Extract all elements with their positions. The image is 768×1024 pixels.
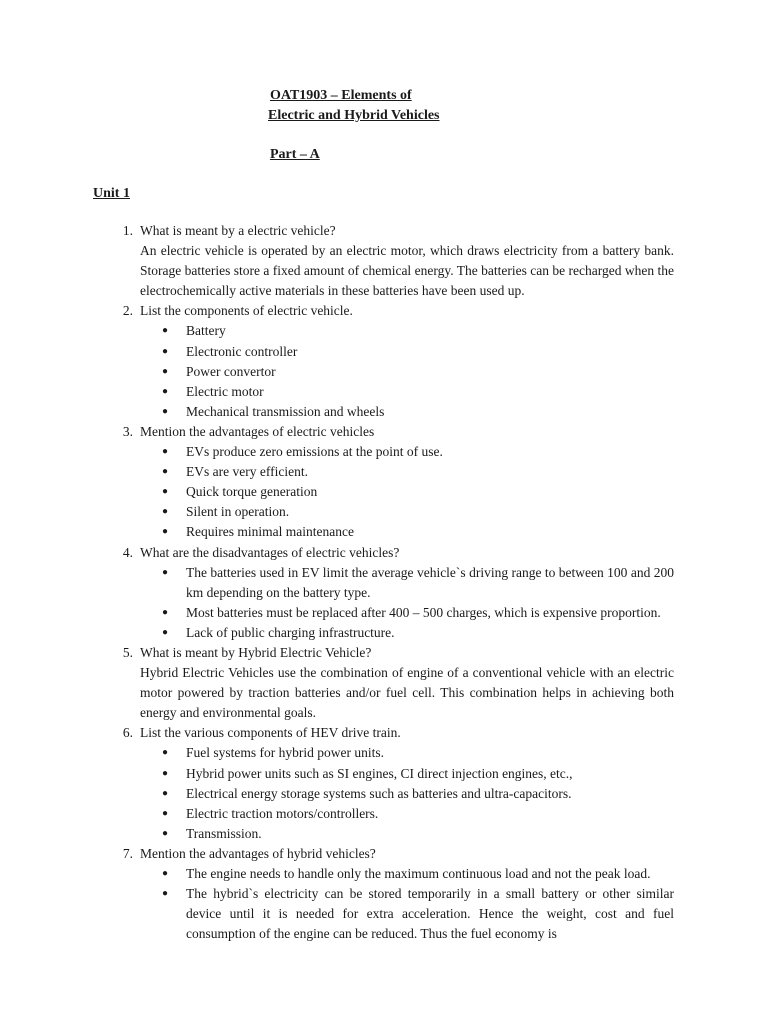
bullet-icon: ● xyxy=(162,365,169,377)
bullet-text: Hybrid power units such as SI engines, CI direct injection engines, etc., xyxy=(186,765,573,781)
bullet-text: EVs produce zero emissions at the point of use. xyxy=(186,444,443,460)
question-number: 1. xyxy=(122,223,133,238)
bullet-text: Most batteries must be replaced after 400 – 500 charges, which is expensive proportion. xyxy=(186,604,661,620)
bullet-icon: ● xyxy=(162,486,169,498)
bullet-item xyxy=(140,402,674,422)
bullet-icon: ● xyxy=(162,566,169,578)
bullet-item xyxy=(140,462,674,482)
answer-text: An electric vehicle is operated by an electric motor, which draws electricity from a battery bank. Storage batteries store a fixed amount of chemical energy. The batteries can be recharged when the electrochemically active materials in these batteries have been used up. xyxy=(140,243,674,299)
bullet-text: Mechanical transmission and wheels xyxy=(186,403,385,419)
part-heading: Part – A xyxy=(270,147,320,162)
question-item xyxy=(113,543,674,643)
bullet-item xyxy=(140,784,674,804)
bullet-item xyxy=(140,502,674,522)
bullet-text: Silent in operation. xyxy=(186,504,290,520)
question-number: 5. xyxy=(122,644,133,660)
bullet-icon: ● xyxy=(162,526,169,538)
bullet-item xyxy=(140,743,674,763)
bullet-text: The engine needs to handle only the maximum continuous load and not the peak load. xyxy=(186,866,651,881)
question-text: What is meant by Hybrid Electric Vehicle? xyxy=(140,644,372,660)
question-number: 3. xyxy=(122,423,133,439)
bullet-text: Power convertor xyxy=(186,363,276,379)
bullet-list xyxy=(140,442,674,542)
question-text: What are the disadvantages of electric vehicles? xyxy=(140,544,400,560)
bullet-icon: ● xyxy=(162,868,169,879)
bullet-text: Electronic controller xyxy=(186,343,298,359)
answer-text: Hybrid Electric Vehicles use the combination of engine of a conventional vehicle with an electric motor powered by traction batteries and/or fuel cell. This combination helps in achieving both energy and environmental goals. xyxy=(140,665,674,721)
question-number: 2. xyxy=(122,303,133,319)
question-text: Mention the advantages of hybrid vehicles? xyxy=(140,845,376,861)
bullet-text: The hybrid`s electricity can be stored temporarily in a small battery or other similar device until it is needed for extra acceleration. Hence the weight, cost and fuel consumption of the engine can be reduced. Thus the fuel economy is xyxy=(186,886,674,942)
bullet-item xyxy=(140,342,674,362)
bullet-text: Electric motor xyxy=(186,383,264,399)
bullet-item xyxy=(140,563,674,603)
bullet-icon: ● xyxy=(162,888,169,900)
bullet-text: EVs are very efficient. xyxy=(186,464,308,480)
title-line-1: OAT1903 – Elements of xyxy=(270,88,412,103)
bullet-item xyxy=(140,764,674,784)
bullet-item xyxy=(140,603,674,623)
bullet-icon: ● xyxy=(162,827,169,839)
bullet-icon: ● xyxy=(162,345,169,357)
bullet-icon: ● xyxy=(162,747,169,759)
question-text: List the various components of HEV drive train. xyxy=(140,725,401,741)
question-text: Mention the advantages of electric vehicles xyxy=(140,423,375,439)
bullet-list xyxy=(140,743,674,843)
bullet-icon: ● xyxy=(162,787,169,799)
bullet-icon: ● xyxy=(162,325,169,337)
bullet-icon: ● xyxy=(162,385,169,397)
question-number: 6. xyxy=(122,725,133,741)
bullet-item xyxy=(140,442,674,462)
bullet-item xyxy=(140,382,674,402)
bullet-item xyxy=(140,824,674,844)
bullet-text: Electric traction motors/controllers. xyxy=(186,805,379,821)
bullet-icon: ● xyxy=(162,626,169,638)
bullet-list xyxy=(140,321,674,421)
question-text: List the components of electric vehicle. xyxy=(140,303,353,319)
bullet-icon: ● xyxy=(162,606,169,618)
unit-heading: Unit 1 xyxy=(93,186,130,201)
question-item xyxy=(113,723,674,844)
question-item xyxy=(113,643,674,723)
bullet-item xyxy=(140,623,674,643)
bullet-icon: ● xyxy=(162,767,169,779)
question-item xyxy=(113,422,674,543)
bullet-text: Requires minimal maintenance xyxy=(186,524,354,540)
bullet-item xyxy=(140,884,674,944)
bullet-text: Fuel systems for hybrid power units. xyxy=(186,745,384,761)
bullet-item xyxy=(140,321,674,341)
bullet-item xyxy=(140,482,674,502)
bullet-text: Quick torque generation xyxy=(186,484,318,500)
bullet-text: Lack of public charging infrastructure. xyxy=(186,624,395,640)
bullet-text: Transmission. xyxy=(186,825,262,841)
bullet-icon: ● xyxy=(162,506,169,518)
bullet-item xyxy=(140,362,674,382)
bullet-text: The batteries used in EV limit the average vehicle`s driving range to between 100 and 200 km depending on the battery type. xyxy=(186,564,674,600)
title-line-2: Electric and Hybrid Vehicles xyxy=(268,108,440,123)
bullet-list xyxy=(140,563,674,643)
bullet-icon: ● xyxy=(162,807,169,819)
bullet-icon: ● xyxy=(162,446,169,458)
question-item xyxy=(113,844,674,944)
question-item xyxy=(113,221,674,301)
question-number: 7. xyxy=(122,845,133,861)
bullet-text: Electrical energy storage systems such as batteries and ultra-capacitors. xyxy=(186,785,572,801)
bullet-item xyxy=(140,864,674,884)
bullet-item xyxy=(140,522,674,542)
bullet-icon: ● xyxy=(162,466,169,478)
bullet-item xyxy=(140,804,674,824)
bullet-list xyxy=(140,864,674,944)
question-item xyxy=(113,301,674,422)
bullet-icon: ● xyxy=(162,405,169,417)
question-number: 4. xyxy=(122,544,133,560)
question-text: What is meant by a electric vehicle? xyxy=(140,223,336,238)
question-list xyxy=(113,221,674,944)
bullet-text: Battery xyxy=(186,323,226,339)
